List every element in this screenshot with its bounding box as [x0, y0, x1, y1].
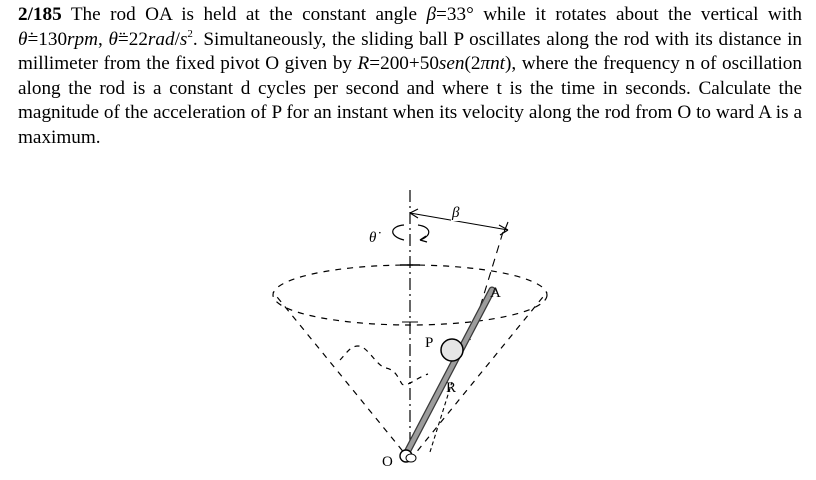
- equals-sign: =: [436, 4, 447, 25]
- problem-text-1: The rod OA is held at the constant angle: [61, 4, 427, 25]
- label-o: O: [382, 454, 393, 470]
- seconds-unit: s: [179, 28, 188, 50]
- problem-number: 2/185: [18, 4, 62, 25]
- problem-text-4: . Simultaneously, the sliding ball P oscillates along the rod with its distance in millimeter from the fixed pivot O given by: [18, 28, 802, 75]
- pivot-o: [400, 450, 416, 462]
- unit-slash: /: [174, 28, 180, 50]
- sen-function: sen: [438, 53, 465, 75]
- equals-sign: =: [369, 53, 381, 75]
- oscillation-path: [340, 346, 428, 385]
- problem-text-5: , where the frequency n of oscillation along the rod is a constant d cycles per second and where t is the time in seconds. Calculate the magnitude of the acceleration of P for an instant when its velocity along the rod from O to ward A is a maximum.: [18, 53, 802, 148]
- right-paren: ): [505, 53, 512, 75]
- label-a: A: [490, 285, 501, 301]
- rod-oa: [404, 290, 492, 458]
- ball-p: [441, 339, 463, 361]
- exponent: 2: [187, 27, 193, 40]
- left-paren: (: [464, 53, 471, 75]
- beta-angle-marker: [410, 209, 508, 340]
- beta-label: β: [452, 205, 460, 221]
- r-base-value: 200: [380, 53, 409, 75]
- beta-symbol: β: [426, 4, 437, 25]
- label-r: R: [446, 380, 457, 396]
- rpm-unit: rpm: [67, 28, 98, 50]
- theta-ddot-value: 22: [128, 28, 148, 50]
- plus-sign: +: [408, 53, 420, 75]
- cone-left-edge: [273, 292, 410, 460]
- theta-dot-label: θ̇: [369, 230, 377, 246]
- theta-dot-value: 130: [38, 28, 68, 50]
- rad-unit: rad: [147, 28, 175, 50]
- beta-value: 33°: [446, 4, 474, 25]
- problem-text-2: while it rotates about the vertical with: [473, 4, 802, 25]
- theta-ddot-symbol: θ̈: [108, 28, 118, 50]
- equals-sign: =: [27, 28, 39, 50]
- r-symbol: R: [357, 53, 370, 75]
- label-p: P: [425, 335, 434, 351]
- r-amplitude: 50: [419, 53, 439, 75]
- equals-sign: =: [117, 28, 129, 50]
- pi-n-t: πnt: [480, 53, 506, 75]
- problem-text-3: ,: [97, 28, 109, 50]
- rotation-arrow: [393, 225, 429, 242]
- theta-dot-symbol: θ̇: [18, 28, 28, 50]
- two-factor: 2: [470, 53, 481, 75]
